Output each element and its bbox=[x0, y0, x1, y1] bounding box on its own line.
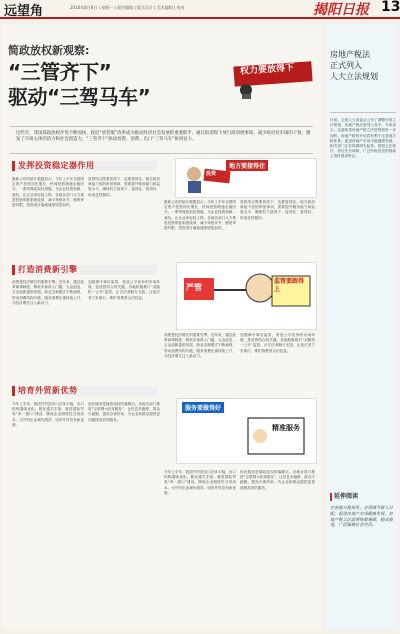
body-text: 消费是经济增长的重要引擎。近年来，通过改革商事制度，降低市场准入门槛，大众创业、万众创新蓬勃发展，新业态新模式不断涌现，带动消费结构升级，服务消费比重持续上升，为经济增长注入新动力。 bbox=[164, 333, 236, 358]
body-text: 加强事中事后监管，营造公平竞争的市场环境，是放管结合的关键。各地积极推行“双随机一公开”监管，让守法者畅行无阻，让违法者寸步难行，维护消费者合法权益。 bbox=[240, 333, 315, 353]
illustration-tag: 地方要接得住 bbox=[226, 160, 268, 171]
illustration-tag: 监管要跟得上 bbox=[274, 278, 305, 293]
divider bbox=[10, 126, 313, 127]
body-text: 放管结合既要放得下，也要管得住。地方政府承接下放的审批事项，需要提升服务能力和监管水平，确保权力放得下、接得住、管得好，形成良性循环。 bbox=[88, 177, 160, 197]
headline-line-2: 驱动“三驾马车” bbox=[8, 85, 151, 109]
body-text: 放管结合既要放得下，也要管得住。地方政府承接下放的审批事项，需要提升服务能力和监管水平，确保权力放得下、接得住、管得好，形成良性循环。 bbox=[240, 200, 315, 220]
section-name: 远望角 bbox=[4, 4, 44, 19]
section-title: 培育外贸新优势 bbox=[18, 386, 78, 395]
illustration-subtag: 投资 bbox=[206, 171, 217, 177]
section-header-investment bbox=[12, 161, 157, 171]
body-text: 今年上半年，我国外贸进出口总体平稳，出口结构继续优化。简化通关手续，推进国际贸易“单一窗口”建设，降低企业制度性交易成本，为外贸企业减负增效，培育外贸竞争新优势。 bbox=[12, 402, 84, 427]
divider bbox=[330, 112, 396, 113]
newspaper-logo: 揭阳日报 bbox=[313, 2, 369, 18]
sidebar-comment: 完善地方税体系、合理调节收入分配、促进房地产市场健康发展，房地产税立法需要统筹兼顾，稳妥推进，广泛凝聚社会共识。 bbox=[330, 505, 393, 528]
sidebar-title-line-2: 正式列入 bbox=[330, 61, 362, 70]
sidebar-comment-label: 延伸阅读 bbox=[330, 493, 374, 501]
section-header-trade bbox=[12, 386, 157, 396]
sidebar-title-line-3: 人大立法规划 bbox=[330, 72, 378, 81]
body-text: 今年上半年，我国外贸进出口总体平稳，出口结构继续优化。简化通关手续，推进国际贸易“单一窗口”建设，降低企业制度性交易成本，为外贸企业减负增效，培育外贸竞争新优势。 bbox=[164, 470, 236, 495]
body-text: 加强事中事后监管，营造公平竞争的市场环境，是放管结合的关键。各地积极推行“双随机一公开”监管，让守法者畅行无阻，让违法者寸步难行，维护消费者合法权益。 bbox=[88, 280, 160, 300]
section-title: 发挥投资稳定器作用 bbox=[18, 161, 95, 170]
service-cartoon bbox=[244, 414, 310, 458]
sidebar-title bbox=[330, 49, 396, 82]
illustration-tag: 服务要做得好 bbox=[182, 402, 224, 413]
page-number: 13 bbox=[381, 0, 400, 15]
body-text: 优化服务是简政放权的落脚点。各地各部门推进“互联网+政务服务”，让信息多跑路、群众少跑腿，提高办事效率，为企业和群众提供更加便捷高效的服务。 bbox=[240, 470, 315, 490]
article-lead: 这些年，我国简政放权步伐不断加快，政府“放管服”改革成为推动经济社会发展的重要抓手。通过取消和下放行政审批事项、减少政府对市场的干预，激发了市场主体的活力和社会创造力，“三管齐下”驱动投资、消费、出口“三驾马车”协同发力。 bbox=[16, 131, 311, 142]
section-title: 打造消费新引擎 bbox=[18, 265, 78, 274]
headline-line-1: “三管齐下” bbox=[8, 60, 112, 84]
divider bbox=[10, 153, 313, 154]
article-kicker: 简政放权新观察: bbox=[8, 44, 90, 57]
sidebar-body: 日前，全国人大常委会公布了调整后的立法规划，房地产税法被列入其中。专家表示，这意味着房地产税立法进程将进一步加快。房地产税的开征将有利于完善地方税体系，促进房地产市场平稳健康发展。相关部门正在抓紧研究起草，按照立法程序，将在充分调研、广泛听取意见的基础上适时提请审议。 bbox=[330, 118, 396, 159]
illustration-subtag: 精准服务 bbox=[272, 424, 300, 432]
investment-cartoon bbox=[182, 164, 232, 194]
headline-tag: 权力要放得下 bbox=[239, 63, 295, 77]
body-text: 消费是经济增长的重要引擎。近年来，通过改革商事制度，降低市场准入门槛，大众创业、万众创新蓬勃发展，新业态新模式不断涌现，带动消费结构升级，服务消费比重持续上升，为经济增长注入新动力。 bbox=[12, 280, 84, 305]
article-headline bbox=[8, 60, 150, 110]
masthead-meta: 2016年8月8日 | 星期一 | 责任编辑 | 版式设计 | 美术编辑 | 校对 bbox=[70, 5, 185, 10]
sidebar-title-line-1: 房地产税法 bbox=[330, 50, 370, 59]
section-header-consumption bbox=[12, 265, 157, 275]
body-text: 最新公布的统计数据显示，今年上半年全国固定资产投资同比增长，民间投资增速企稳回升。一系列简政放权措施，为企业投资松绑、减负，让企业家轻装上阵。各地各部门大力推进投资审批制度改革，减少审批环节，缩短审批时限，投资项目落地速度明显加快。 bbox=[12, 177, 84, 208]
supervision-cartoon bbox=[180, 266, 312, 324]
body-text: 最新公布的统计数据显示，今年上半年全国固定资产投资同比增长，民间投资增速企稳回升。一系列简政放权措施，为企业投资松绑、减负，让企业家轻装上阵。各地各部门大力推进投资审批制度改革，减少审批环节，缩短审批时限，投资项目落地速度明显加快。 bbox=[164, 200, 236, 231]
illustration-subtag: 严管 bbox=[186, 283, 202, 292]
body-text: 优化服务是简政放权的落脚点。各地各部门推进“互联网+政务服务”，让信息多跑路、群众少跑腿，提高办事效率，为企业和群众提供更加便捷高效的服务。 bbox=[88, 402, 160, 422]
